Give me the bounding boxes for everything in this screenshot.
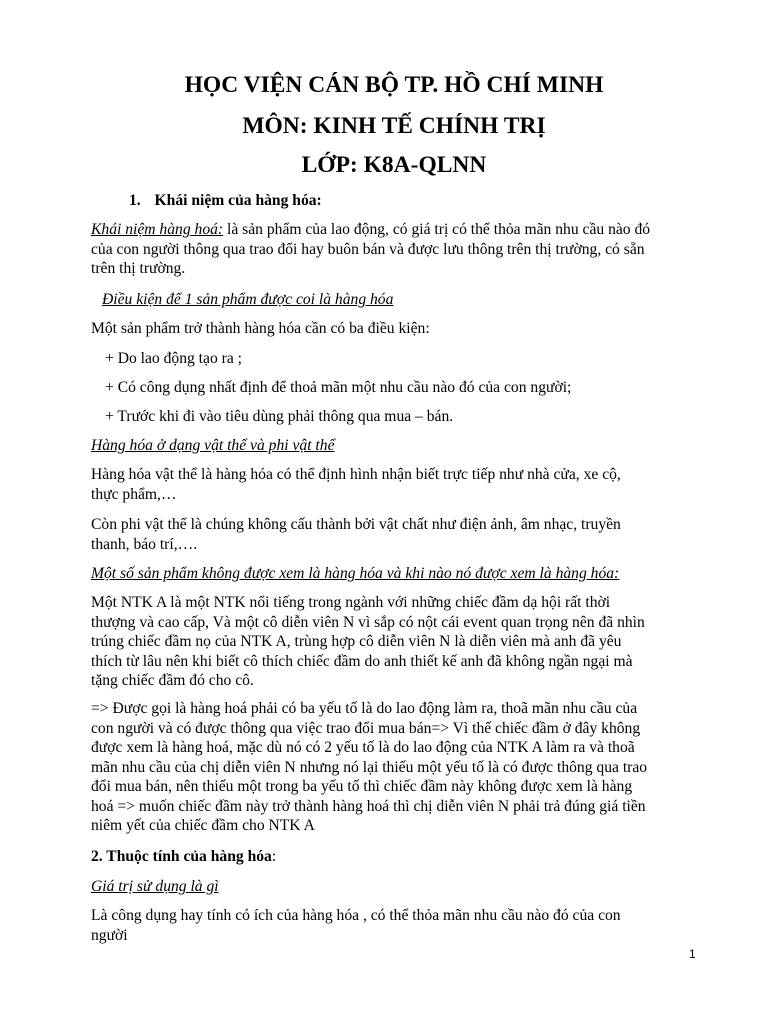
condition-item-2: + Có công dụng nhất định để thoả mãn một nhu cầu nào đó của con người; [105,379,572,396]
class-title: LỚP: K8A-QLNN [301,152,487,178]
intangible-line-1: Còn phi vật thể là chúng không cấu thành bởi vật chất như điện ảnh, âm nhạc, truyền [91,516,621,533]
example-line: tặng chiếc đầm đó cho cô. [91,672,254,689]
subject-title: MÔN: KINH TẾ CHÍNH TRỊ [242,113,546,139]
condition-item-3: + Trước khi đi vào tiêu dùng phải thông qua mua – bán. [105,408,454,425]
tangible-line-1: Hàng hóa vật thể là hàng hóa có thể định hình nhận biết trực tiếp như nhà cửa, xe cộ, [91,466,621,483]
example-heading [91,564,701,584]
example-line: thích từ lâu nên khi biết cô thích chiếc đầm do anh thiết kế anh đã không ngần ngại mà [91,652,633,670]
conditions-heading-text: Điều kiện để 1 sản phẩm được coi là hàng hóa [102,291,394,308]
section2-heading-text: 2. Thuộc tính của hàng hóa [91,848,272,865]
conditions-heading [102,290,712,310]
section2-heading [91,847,701,867]
definition-line-1: là sản phẩm của lao động, có giá trị có thể thỏa mãn nhu cầu nào đó [223,221,651,238]
example-line: Một NTK A là một NTK nổi tiếng trong ngành với những chiếc đầm dạ hội rất thời [91,594,611,611]
institution-title: HỌC VIỆN CÁN BỘ TP. HỒ CHÍ MINH [184,72,604,98]
example-paragraph-1 [91,593,701,691]
definition-line-3: trên thị trường. [91,260,186,277]
form-heading-text: Hàng hóa ở dạng vật thể và phi vật thể [91,437,335,454]
definition-line-2: của con người thông qua trao đổi hay buôn bán và được lưu thông trên thị trường, có sẵn [91,240,645,258]
conclusion-line: mãn nhu cầu của chị diễn viên N nhưng nó lại thiếu một yếu tố là có được thông qua trao [91,758,648,776]
conclusion-line: được xem là hàng hoá, mặc dù nó có 2 yếu tố là do lao động của NTK A làm ra và thoã [91,739,635,756]
use-value-heading-text: Giá trị sử dụng là gì [91,878,219,895]
page-number: 1 [689,947,696,961]
section1-heading [129,191,739,211]
use-value-line-1: Là công dụng hay tính có ích của hàng hóa , có thể thỏa mãn nhu cầu nào đó của con [91,907,621,924]
conditions-intro: Một sản phẩm trở thành hàng hóa cần có ba điều kiện: [91,320,430,337]
conclusion-line: đổi mua bán, nên thiếu một trong ba yếu tố thì chiếc đầm này không được xem là hàng [91,778,633,795]
use-value-heading [91,877,701,897]
condition-item-1: + Do lao động tạo ra ; [105,350,242,367]
use-value-paragraph [91,906,701,945]
conclusion-line: => Được gọi là hàng hoá phải có ba yếu tố là do lao động làm ra, thoã mãn nhu cầu của [91,700,638,717]
section1-heading-text: Khái niệm của hàng hóa: [154,192,322,209]
section1-number: 1. [129,192,141,209]
conclusion-line: hoá => muốn chiếc đầm này trở thành hàng hoá thì chị diễn viên N phải trả đúng giá tiền [91,797,646,815]
tangible-paragraph [91,465,701,504]
definition-paragraph [91,220,701,279]
section2-heading-colon: : [271,848,277,865]
intangible-line-2: thanh, báo trí,…. [91,535,198,553]
use-value-line-2: người [91,926,128,944]
conclusion-line: con người và có được thông qua việc trao đổi mua bán=> Vì thế chiếc đầm ở đây không [91,719,641,737]
definition-label: Khái niệm hàng hoá: [91,221,224,238]
form-heading [91,436,701,456]
intangible-paragraph [91,515,701,554]
example-line: thượng và cao cấp, Và một cô diễn viên N vì sắp có nột cái event quan trọng nên đã nhìn [91,613,645,631]
conclusion-line: niêm yết của chiếc đầm cho NTK A [91,817,315,834]
example-line: trúng chiếc đầm nọ của NTK A, trùng hợp cô diễn viên N là diễn viên mà anh đã yêu [91,633,622,650]
tangible-line-2: thực phẩm,… [91,485,177,503]
example-paragraph-2 [91,699,701,836]
example-heading-text: Một số sản phẩm không được xem là hàng hóa và khi nào nó được xem là hàng hóa: [91,565,620,582]
